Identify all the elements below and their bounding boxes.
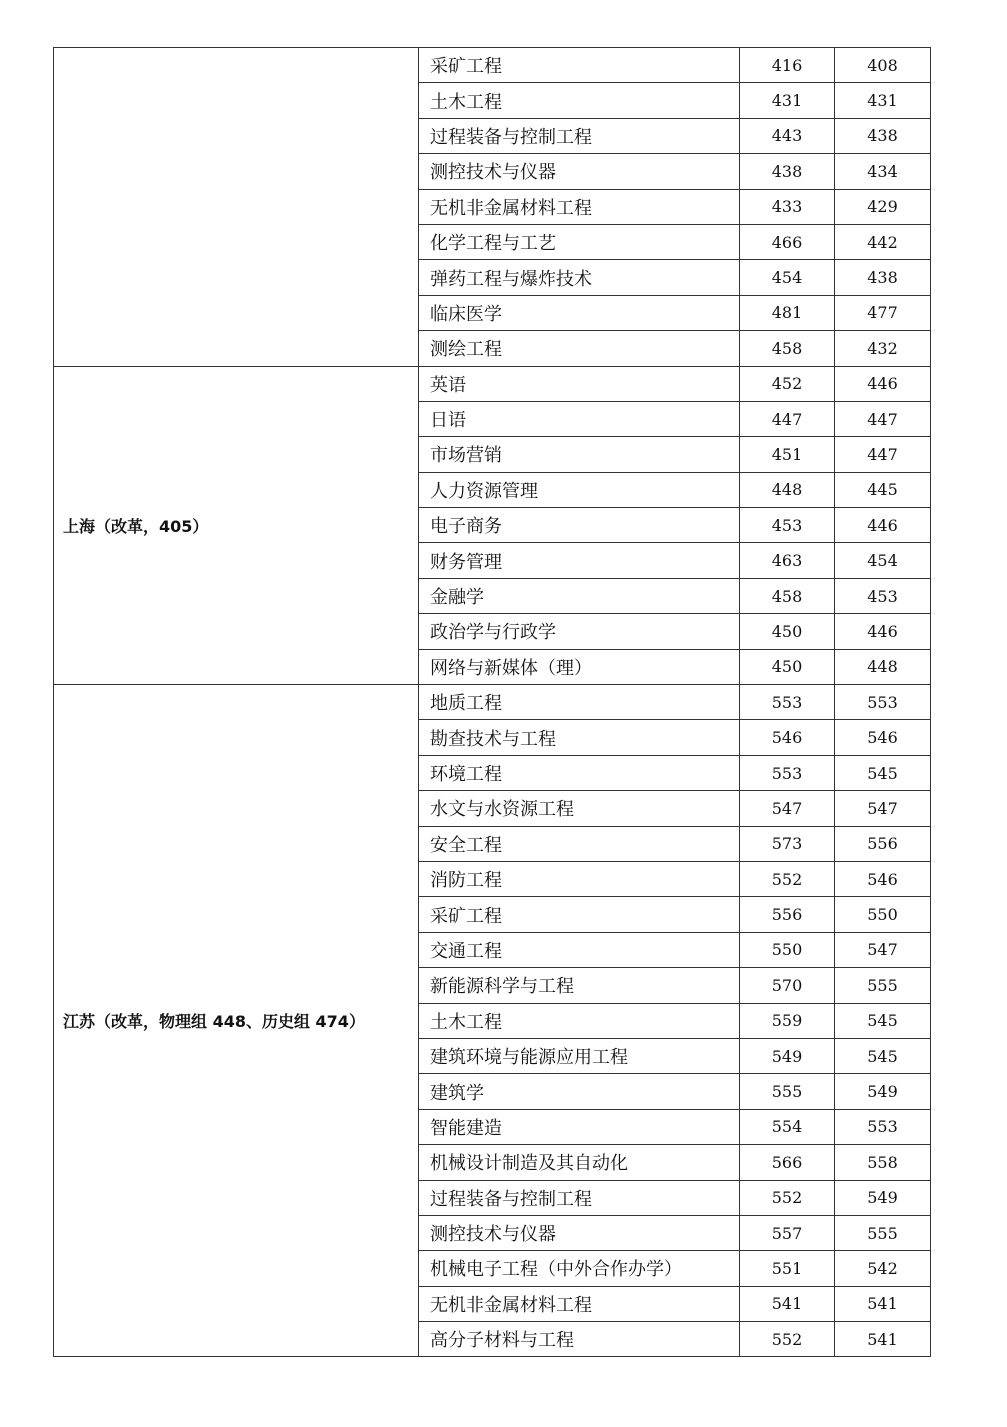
major-cell: 电子商务 bbox=[419, 508, 740, 543]
score-cell-1: 452 bbox=[740, 366, 835, 401]
score-cell-1: 547 bbox=[740, 791, 835, 826]
major-cell: 人力资源管理 bbox=[419, 472, 740, 507]
score-cell-1: 466 bbox=[740, 224, 835, 259]
major-cell: 高分子材料与工程 bbox=[419, 1322, 740, 1357]
score-cell-2: 553 bbox=[835, 1109, 931, 1144]
score-cell-2: 431 bbox=[835, 83, 931, 118]
score-cell-2: 432 bbox=[835, 331, 931, 366]
score-cell-1: 549 bbox=[740, 1038, 835, 1073]
major-cell: 水文与水资源工程 bbox=[419, 791, 740, 826]
score-cell-1: 453 bbox=[740, 508, 835, 543]
major-cell: 无机非金属材料工程 bbox=[419, 1286, 740, 1321]
score-cell-1: 552 bbox=[740, 1322, 835, 1357]
major-cell: 测控技术与仪器 bbox=[419, 154, 740, 189]
score-cell-1: 450 bbox=[740, 614, 835, 649]
score-cell-2: 558 bbox=[835, 1145, 931, 1180]
major-cell: 消防工程 bbox=[419, 861, 740, 896]
admission-scores-table bbox=[53, 47, 931, 1357]
score-cell-2: 555 bbox=[835, 1215, 931, 1250]
major-cell: 勘查技术与工程 bbox=[419, 720, 740, 755]
score-cell-2: 555 bbox=[835, 968, 931, 1003]
major-cell: 过程装备与控制工程 bbox=[419, 118, 740, 153]
major-cell: 地质工程 bbox=[419, 685, 740, 720]
major-cell: 新能源科学与工程 bbox=[419, 968, 740, 1003]
score-cell-1: 448 bbox=[740, 472, 835, 507]
major-cell: 无机非金属材料工程 bbox=[419, 189, 740, 224]
major-cell: 智能建造 bbox=[419, 1109, 740, 1144]
region-cell: 上海（改革，405） bbox=[54, 366, 419, 685]
major-cell: 机械设计制造及其自动化 bbox=[419, 1145, 740, 1180]
score-cell-2: 547 bbox=[835, 932, 931, 967]
major-cell: 网络与新媒体（理） bbox=[419, 649, 740, 684]
major-cell: 市场营销 bbox=[419, 437, 740, 472]
score-cell-2: 549 bbox=[835, 1180, 931, 1215]
score-cell-2: 547 bbox=[835, 791, 931, 826]
score-cell-1: 559 bbox=[740, 1003, 835, 1038]
score-cell-2: 542 bbox=[835, 1251, 931, 1286]
major-cell: 财务管理 bbox=[419, 543, 740, 578]
score-cell-2: 454 bbox=[835, 543, 931, 578]
score-cell-2: 550 bbox=[835, 897, 931, 932]
major-cell: 日语 bbox=[419, 401, 740, 436]
score-cell-2: 429 bbox=[835, 189, 931, 224]
major-cell: 政治学与行政学 bbox=[419, 614, 740, 649]
score-cell-2: 549 bbox=[835, 1074, 931, 1109]
score-cell-2: 447 bbox=[835, 401, 931, 436]
major-cell: 临床医学 bbox=[419, 295, 740, 330]
score-cell-2: 408 bbox=[835, 48, 931, 83]
score-cell-2: 556 bbox=[835, 826, 931, 861]
score-cell-2: 477 bbox=[835, 295, 931, 330]
major-cell: 土木工程 bbox=[419, 83, 740, 118]
score-cell-2: 442 bbox=[835, 224, 931, 259]
score-cell-1: 555 bbox=[740, 1074, 835, 1109]
score-cell-2: 434 bbox=[835, 154, 931, 189]
score-cell-2: 446 bbox=[835, 508, 931, 543]
major-cell: 英语 bbox=[419, 366, 740, 401]
score-cell-1: 557 bbox=[740, 1215, 835, 1250]
score-cell-1: 546 bbox=[740, 720, 835, 755]
score-cell-1: 447 bbox=[740, 401, 835, 436]
major-cell: 建筑学 bbox=[419, 1074, 740, 1109]
score-cell-1: 541 bbox=[740, 1286, 835, 1321]
score-cell-1: 481 bbox=[740, 295, 835, 330]
score-cell-1: 416 bbox=[740, 48, 835, 83]
score-cell-2: 453 bbox=[835, 578, 931, 613]
score-cell-2: 545 bbox=[835, 1003, 931, 1038]
major-cell: 采矿工程 bbox=[419, 897, 740, 932]
score-cell-1: 431 bbox=[740, 83, 835, 118]
major-cell: 金融学 bbox=[419, 578, 740, 613]
score-cell-1: 554 bbox=[740, 1109, 835, 1144]
score-cell-1: 433 bbox=[740, 189, 835, 224]
major-cell: 土木工程 bbox=[419, 1003, 740, 1038]
region-cell bbox=[54, 48, 419, 367]
score-cell-2: 446 bbox=[835, 366, 931, 401]
score-cell-1: 451 bbox=[740, 437, 835, 472]
score-cell-2: 447 bbox=[835, 437, 931, 472]
score-cell-2: 545 bbox=[835, 1038, 931, 1073]
score-cell-1: 566 bbox=[740, 1145, 835, 1180]
score-cell-2: 545 bbox=[835, 755, 931, 790]
score-cell-1: 443 bbox=[740, 118, 835, 153]
score-cell-2: 546 bbox=[835, 861, 931, 896]
score-cell-2: 541 bbox=[835, 1286, 931, 1321]
major-cell: 交通工程 bbox=[419, 932, 740, 967]
major-cell: 化学工程与工艺 bbox=[419, 224, 740, 259]
table-row bbox=[54, 366, 931, 401]
score-cell-1: 450 bbox=[740, 649, 835, 684]
score-cell-2: 541 bbox=[835, 1322, 931, 1357]
region-cell: 江苏（改革，物理组 448、历史组 474） bbox=[54, 685, 419, 1357]
score-cell-1: 454 bbox=[740, 260, 835, 295]
score-cell-1: 463 bbox=[740, 543, 835, 578]
table-row bbox=[54, 685, 931, 720]
score-cell-2: 438 bbox=[835, 260, 931, 295]
score-cell-1: 570 bbox=[740, 968, 835, 1003]
score-cell-1: 556 bbox=[740, 897, 835, 932]
major-cell: 弹药工程与爆炸技术 bbox=[419, 260, 740, 295]
score-cell-1: 553 bbox=[740, 755, 835, 790]
score-cell-1: 438 bbox=[740, 154, 835, 189]
major-cell: 环境工程 bbox=[419, 755, 740, 790]
major-cell: 安全工程 bbox=[419, 826, 740, 861]
major-cell: 建筑环境与能源应用工程 bbox=[419, 1038, 740, 1073]
score-cell-2: 445 bbox=[835, 472, 931, 507]
major-cell: 机械电子工程（中外合作办学） bbox=[419, 1251, 740, 1286]
score-cell-1: 550 bbox=[740, 932, 835, 967]
score-cell-2: 546 bbox=[835, 720, 931, 755]
major-cell: 测控技术与仪器 bbox=[419, 1215, 740, 1250]
table-body bbox=[54, 48, 931, 1357]
score-cell-2: 438 bbox=[835, 118, 931, 153]
table-row bbox=[54, 48, 931, 83]
score-cell-1: 553 bbox=[740, 685, 835, 720]
score-cell-2: 446 bbox=[835, 614, 931, 649]
major-cell: 过程装备与控制工程 bbox=[419, 1180, 740, 1215]
score-cell-2: 448 bbox=[835, 649, 931, 684]
score-cell-1: 551 bbox=[740, 1251, 835, 1286]
score-cell-2: 553 bbox=[835, 685, 931, 720]
score-cell-1: 552 bbox=[740, 1180, 835, 1215]
score-cell-1: 552 bbox=[740, 861, 835, 896]
score-cell-1: 458 bbox=[740, 578, 835, 613]
major-cell: 测绘工程 bbox=[419, 331, 740, 366]
major-cell: 采矿工程 bbox=[419, 48, 740, 83]
score-cell-1: 573 bbox=[740, 826, 835, 861]
score-cell-1: 458 bbox=[740, 331, 835, 366]
